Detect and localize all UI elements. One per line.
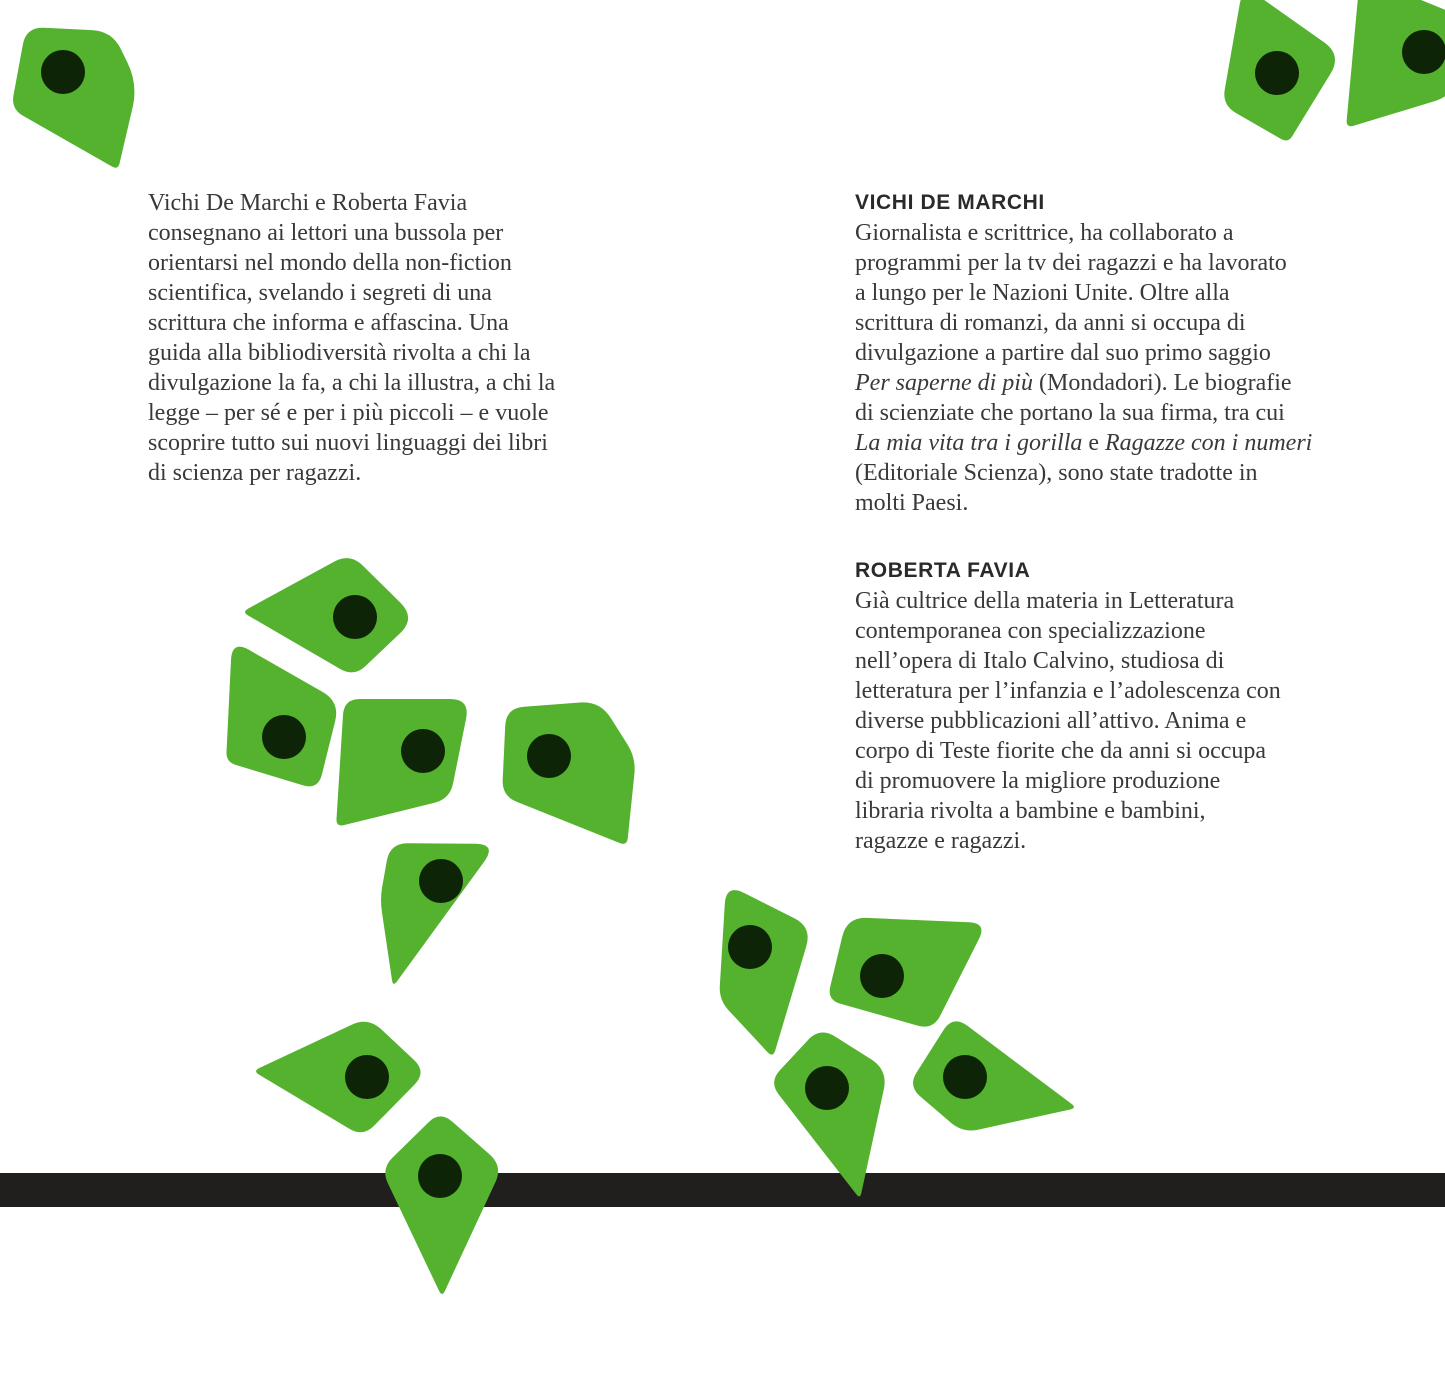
bios-column (855, 188, 1355, 856)
bio-text-roberta (855, 586, 1355, 856)
text-line: corpo di Teste fiorite che da anni si occupa (855, 738, 1267, 764)
text-line: scoprire tutto sui nuovi linguaggi dei libri (148, 430, 548, 456)
text-line: scrittura di romanzi, da anni si occupa di (855, 310, 1246, 336)
text-line: scientifica, svelando i segreti di una (148, 280, 492, 306)
text-line: divulgazione a partire dal suo primo saggio (855, 340, 1271, 366)
text-line: nell’opera di Italo Calvino, studiosa di (855, 648, 1225, 674)
text-line: orientarsi nel mondo della non-fiction (148, 250, 512, 276)
text-line: consegnano ai lettori una bussola per (148, 220, 504, 246)
text-line: Per saperne di più (Mondadori). Le biografie (855, 370, 1292, 396)
bio-vichi-de-marchi (855, 188, 1355, 518)
text-line: legge – per sé e per i più piccoli – e vuole (148, 400, 549, 426)
text-line: La mia vita tra i gorilla e Ragazze con i numeri (855, 430, 1313, 456)
bio-heading-roberta: ROBERTA FAVIA (855, 559, 1031, 582)
text-line: scrittura che informa e affascina. Una (148, 310, 509, 336)
text-line: di scienza per ragazzi. (148, 460, 362, 486)
text-line: di scienziate che portano la sua firma, tra cui (855, 400, 1285, 426)
text-line: ragazze e ragazzi. (855, 828, 1027, 854)
text-line: molti Paesi. (855, 490, 969, 516)
text-line: contemporanea con specializzazione (855, 618, 1206, 644)
text-line: di promuovere la migliore produzione (855, 768, 1221, 794)
intro-paragraph (148, 188, 628, 488)
text-line: Giornalista e scrittrice, ha collaborato a (855, 220, 1234, 246)
text-line: divulgazione la fa, a chi la illustra, a chi la (148, 370, 556, 396)
bio-roberta-favia (855, 556, 1355, 856)
text-line: programmi per la tv dei ragazzi e ha lavorato (855, 250, 1287, 276)
bio-text-vichi (855, 218, 1355, 518)
text-line: Vichi De Marchi e Roberta Favia (148, 190, 468, 216)
text-line: letteratura per l’infanzia e l’adolescenza con (855, 678, 1281, 704)
text-line: a lungo per le Nazioni Unite. Oltre alla (855, 280, 1230, 306)
text-line: diverse pubblicazioni all’attivo. Anima e (855, 708, 1247, 734)
bio-heading-vichi: VICHI DE MARCHI (855, 191, 1045, 214)
text-line: (Editoriale Scienza), sono state tradotte in (855, 460, 1258, 486)
text-line: Già cultrice della materia in Letteratura (855, 588, 1235, 614)
text-line: guida alla bibliodiversità rivolta a chi la (148, 340, 531, 366)
text-line: libraria rivolta a bambine e bambini, (855, 798, 1206, 824)
